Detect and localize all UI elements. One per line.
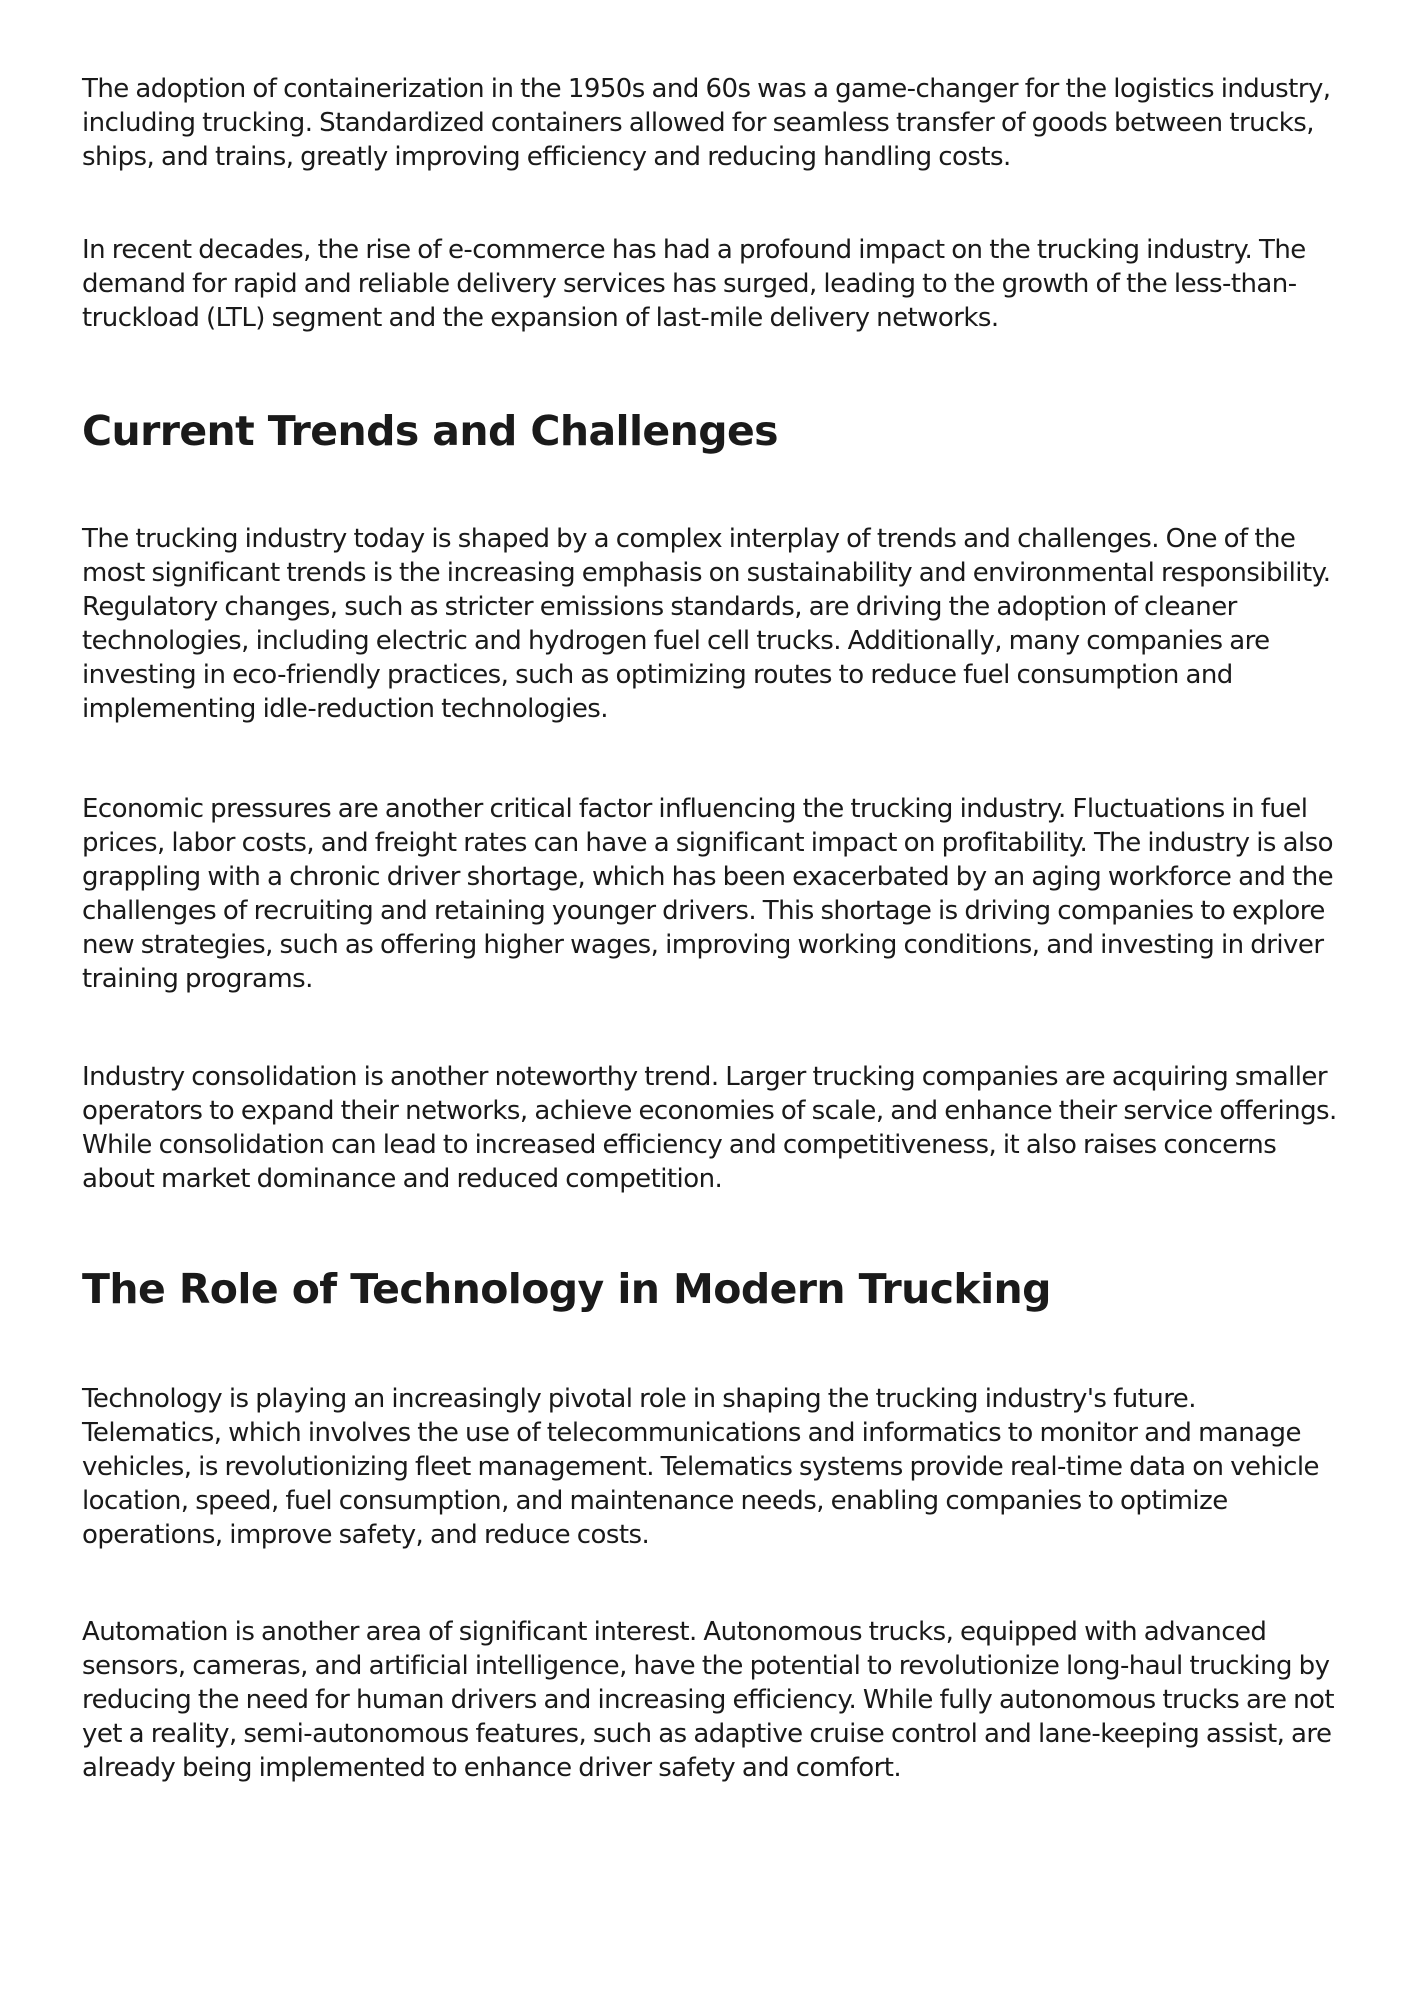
paragraph-consolidation: Industry consolidation is another noteworthy trend. Larger trucking companies are acquiring smaller operators to expand their networks, achieve economies of scale, and enhance their service offerings. While consolidation can lead to increased efficiency and competitiveness, it also raises concerns about market dominance and reduced competition. bbox=[82, 1062, 1337, 1194]
heading-role-of-technology: The Role of Technology in Modern Trucking bbox=[82, 1265, 1051, 1313]
paragraph-economic-pressures: Economic pressures are another critical factor influencing the trucking industry. Fluctuations in fuel prices, labor costs, and freight rates can have a significant impact on profitability. The industry is also grappling with a chronic driver shortage, which has been exacerbated by an aging workforce and the challenges of recruiting and retaining younger drivers. This shortage is driving companies to explore new strategies, such as offering higher wages, improving working conditions, and investing in driver training programs. bbox=[82, 794, 1334, 994]
paragraph-containerization: The adoption of containerization in the 1950s and 60s was a game-changer for the logistics industry, including trucking. Standardized containers allowed for seamless transfer of goods between trucks, ships, and trains, greatly improving efficiency and reducing handling costs. bbox=[82, 74, 1331, 172]
paragraph-e-commerce: In recent decades, the rise of e-commerce has had a profound impact on the trucking industry. The demand for rapid and reliable delivery services has surged, leading to the growth of the less-than-truckload (LTL) segment and the expansion of last-mile delivery networks. bbox=[82, 235, 1306, 333]
paragraph-telematics: Technology is playing an increasingly pivotal role in shaping the trucking industry's future. Telematics, which involves the use of telecommunications and informatics to monitor and manage vehicles, is revolutionizing fleet management. Telematics systems provide real-time data on vehicle location, speed, fuel consumption, and maintenance needs, enabling companies to optimize operations, improve safety, and reduce costs. bbox=[82, 1384, 1319, 1550]
paragraph-automation: Automation is another area of significant interest. Autonomous trucks, equipped with advanced sensors, cameras, and artificial intelligence, have the potential to revolutionize long-haul trucking by reducing the need for human drivers and increasing efficiency. While fully autonomous trucks are not yet a reality, semi-autonomous features, such as adaptive cruise control and lane-keeping assist, are already being implemented to enhance driver safety and comfort. bbox=[82, 1617, 1335, 1783]
heading-current-trends: Current Trends and Challenges bbox=[82, 407, 778, 455]
paragraph-sustainability: The trucking industry today is shaped by a complex interplay of trends and challenges. One of the most significant trends is the increasing emphasis on sustainability and environmental responsibility. Regulatory changes, such as stricter emissions standards, are driving the adoption of cleaner technologies, including electric and hydrogen fuel cell trucks. Additionally, many companies are investing in eco-friendly practices, such as optimizing routes to reduce fuel consumption and implementing idle-reduction technologies. bbox=[82, 524, 1331, 724]
